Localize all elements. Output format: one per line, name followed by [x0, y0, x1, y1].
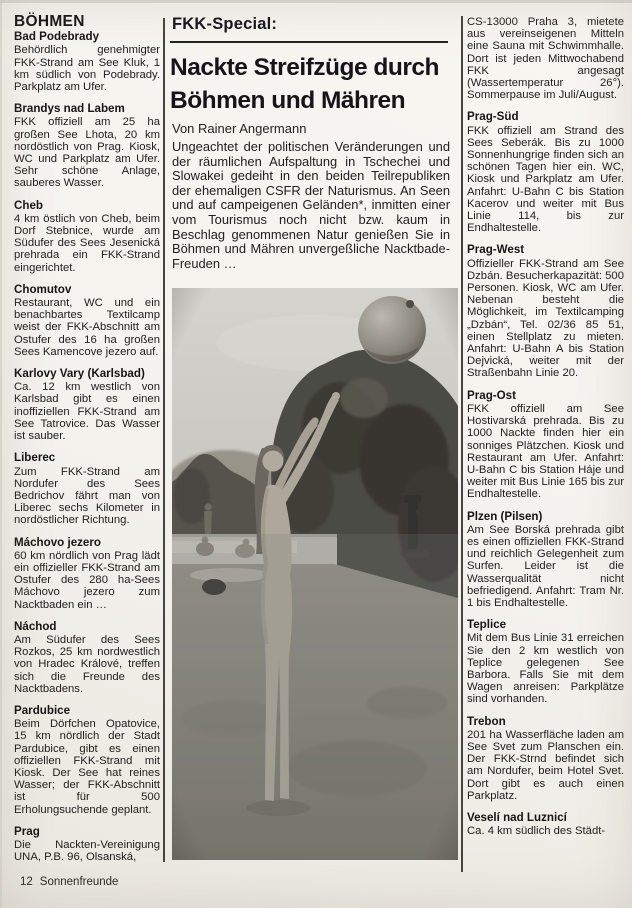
article-title-line2: Böhmen und Mähren: [170, 87, 406, 114]
article-kicker: FKK-Special:: [172, 15, 278, 33]
entry-body: FKK offiziell am See Hostivarská prehrada. Bis zu 1000 Nackte finden hier ein sonniges Plätzchen. Kiosk und Restaurant am Ufer. Anfahrt: U-Bahn C bis Station Háje und weiter mit Bus Linie 165 bis zur Endhaltestelle.: [467, 402, 624, 501]
list-item: [14, 826, 160, 864]
entry-title: Pardubice: [14, 703, 71, 717]
list-item: [14, 537, 160, 611]
entry-title: Trebon: [467, 714, 506, 728]
entry-body: Behördlich genehmigter FKK-Strand am See Kluk, 1 km südlich von Podebrady. Parkplatz am Ufer.: [14, 44, 160, 94]
list-item: [14, 103, 160, 189]
entry-body: 60 km nördlich von Prag lädt ein offizieller FKK-Strand am Ostufer des 280 ha-Sees Máchovo jezero zum Nacktbaden ein …: [14, 549, 160, 611]
entry-body: Am Südufer des Sees Rozkos, 25 km nordwestlich von Hradec Králové, treffen sich die Freunde des Nacktbadens.: [14, 633, 160, 695]
entry-body: Mit dem Bus Linie 31 erreichen Sie den 2 km westlich von Teplice gelegenen See Barbora. Falls Sie mit dem Wagen anreisen: Parkplätze sind vorhanden.: [467, 632, 624, 706]
entry-continuation: CS-13000 Praha 3, mietete aus vereinseigenen Mitteln eine Sauna mit Schwimmhalle. Dort ist jeden Mittwochabend FKK angesagt (Wassertemperatur 26°). Sommerpause im Juli/August.: [467, 16, 624, 102]
list-item: [14, 705, 160, 816]
list-item: [467, 716, 624, 802]
entry-title: Karlovy Vary (Karlsbad): [14, 367, 145, 381]
entry-body: FKK offiziell am Strand des Sees Seberák. Bis zu 1000 Sonnenhungrige finden sich an schönen Tagen hier ein. WC, Kiosk und Parkplatz am Ufer. Anfahrt: U-Bahn C bis Station Kacerov und weiter mit Bus Linie 114, bis zur Endhaltestelle.: [467, 124, 624, 235]
entry-title: Teplice: [467, 618, 507, 632]
list-item: [467, 812, 624, 837]
right-column: [467, 16, 624, 847]
entry-title: Prag-West: [467, 243, 525, 257]
page-number: 12: [20, 876, 33, 888]
list-item: [467, 390, 624, 501]
list-item: [14, 452, 160, 526]
entry-body: Beim Dörfchen Opatovice, 15 km nördlich der Stadt Pardubice, gibt es einen offiziellen FKK-Strand mit Kiosk. Der See hat reines Wasser; der FKK-Abschnitt ist für 500 Erholungsuchende geplant.: [14, 718, 160, 816]
list-item: [14, 31, 160, 93]
entry-body: Restaurant, WC und ein benachbartes Textilcamp weist der FKK-Abschnitt am Ostufer des 16 ha großen Sees Kamencove jezero auf.: [14, 297, 160, 358]
photo-illustration: [172, 288, 458, 860]
list-item: [14, 200, 160, 274]
scan-edge-top: [0, 0, 632, 3]
entry-body: 4 km östlich von Cheb, beim Dorf Stebnice, wurde am Südufer des Sees Jesenická prehrada ein FKK-Strand eingerichtet.: [14, 212, 160, 274]
entry-title: Prag-Ost: [467, 388, 516, 402]
entry-body: FKK offiziell am 25 ha großen See Lhota, 20 km nordöstlich von Prag. Kiosk, WC und Parkplatz am Ufer. Sehr schöne Anlage, sauberes Wasser.: [14, 116, 160, 190]
entry-body: Offizieller FKK-Strand am See Dzbán. Besucherkapazität: 500 Personen. Kiosk, WC am Ufer. Nebenan besteht die Möglichkeit, im Textilcamping „Dzbán“, Tel. 02/36 85 51, einen Stellplatz zu mieten. Anfahrt: U-Bahn A bis Station Dejvická, weiter mit der Straßenbahn Linie 20.: [467, 257, 624, 380]
entry-title: Brandys nad Labem: [14, 102, 125, 116]
entry-body: Zum FKK-Strand am Nordufer des Sees Bedrichov fährt man von Liberec sechs Kilometer in nordöstlicher Richtung.: [14, 465, 160, 527]
magazine-name: Sonnenfreunde: [39, 876, 119, 888]
list-item: [467, 511, 624, 610]
list-item: [14, 621, 160, 695]
entry-body: Die Nackten-Vereinigung UNA, P.B. 96, Olsanská,: [14, 838, 160, 864]
entry-title: Liberec: [14, 451, 56, 465]
article-intro: Ungeachtet der politischen Veränderungen und der räumlichen Aufspaltung in Tschechei und Slowakei gedeiht in den beiden Teilrepubliken der ehemaligen CSFR der Naturismus. An Seen und auf campeigenen Geländen*, inmitten einer vom Tourismus noch nicht bzw. kaum in Beschlag genommenen Natur genießen Sie in Böhmen und Mähren unvergeßliche Nacktbade-Freuden …: [172, 139, 450, 271]
page-footer: [20, 876, 118, 888]
entry-title: Cheb: [14, 198, 43, 212]
column-divider-right: [461, 16, 463, 872]
column-divider-left: [163, 18, 165, 862]
list-item: [14, 368, 160, 442]
entry-title: Chomutov: [14, 282, 72, 296]
article-title-line1: Nackte Streifzüge durch: [170, 54, 439, 81]
list-item: [467, 111, 624, 234]
entry-title: Prag-Süd: [467, 110, 519, 124]
kicker-rule: [170, 41, 448, 43]
article-photo: [172, 288, 458, 860]
left-column: [14, 13, 160, 873]
entry-title: Veselí nad Luznicí: [467, 810, 567, 824]
entry-title: Náchod: [14, 619, 57, 633]
vignette: [172, 288, 458, 860]
entry-title: Máchovo jezero: [14, 535, 101, 549]
list-item: [467, 619, 624, 705]
entry-body: Ca. 4 km südlich des Städt-: [467, 825, 606, 838]
region-heading: BÖHMEN: [14, 13, 85, 30]
entry-title: Prag: [14, 824, 40, 838]
list-item: [467, 244, 624, 379]
entry-body: Ca. 12 km westlich von Karlsbad gibt es einen inoffiziellen FKK-Strand am See Tatrovice. Das Wasser ist sauber.: [14, 381, 160, 443]
entry-body: 201 ha Wasserfläche laden am See Svet zum Planschen ein. Der FKK-Strnd befindet sich am Nordufer, beim Hotel Svet. Dort gibt es auch einen Parkplatz.: [467, 728, 624, 802]
entry-body: Am See Borská prehrada gibt es einen offiziellen FKK-Strand und reichlich Gelegenheit zum Surfen. Leider ist die Wasserqualität nicht befriedigend. Anfahrt: Tram Nr. 1 bis Endhaltestelle.: [467, 523, 624, 609]
list-item: [14, 284, 160, 358]
entry-title: Bad Podebrady: [14, 30, 100, 44]
article-title: [170, 51, 460, 117]
scan-edge-left: [0, 0, 2, 908]
entry-title: Plzen (Pilsen): [467, 509, 543, 523]
article-byline: Von Rainer Angermann: [172, 121, 307, 136]
